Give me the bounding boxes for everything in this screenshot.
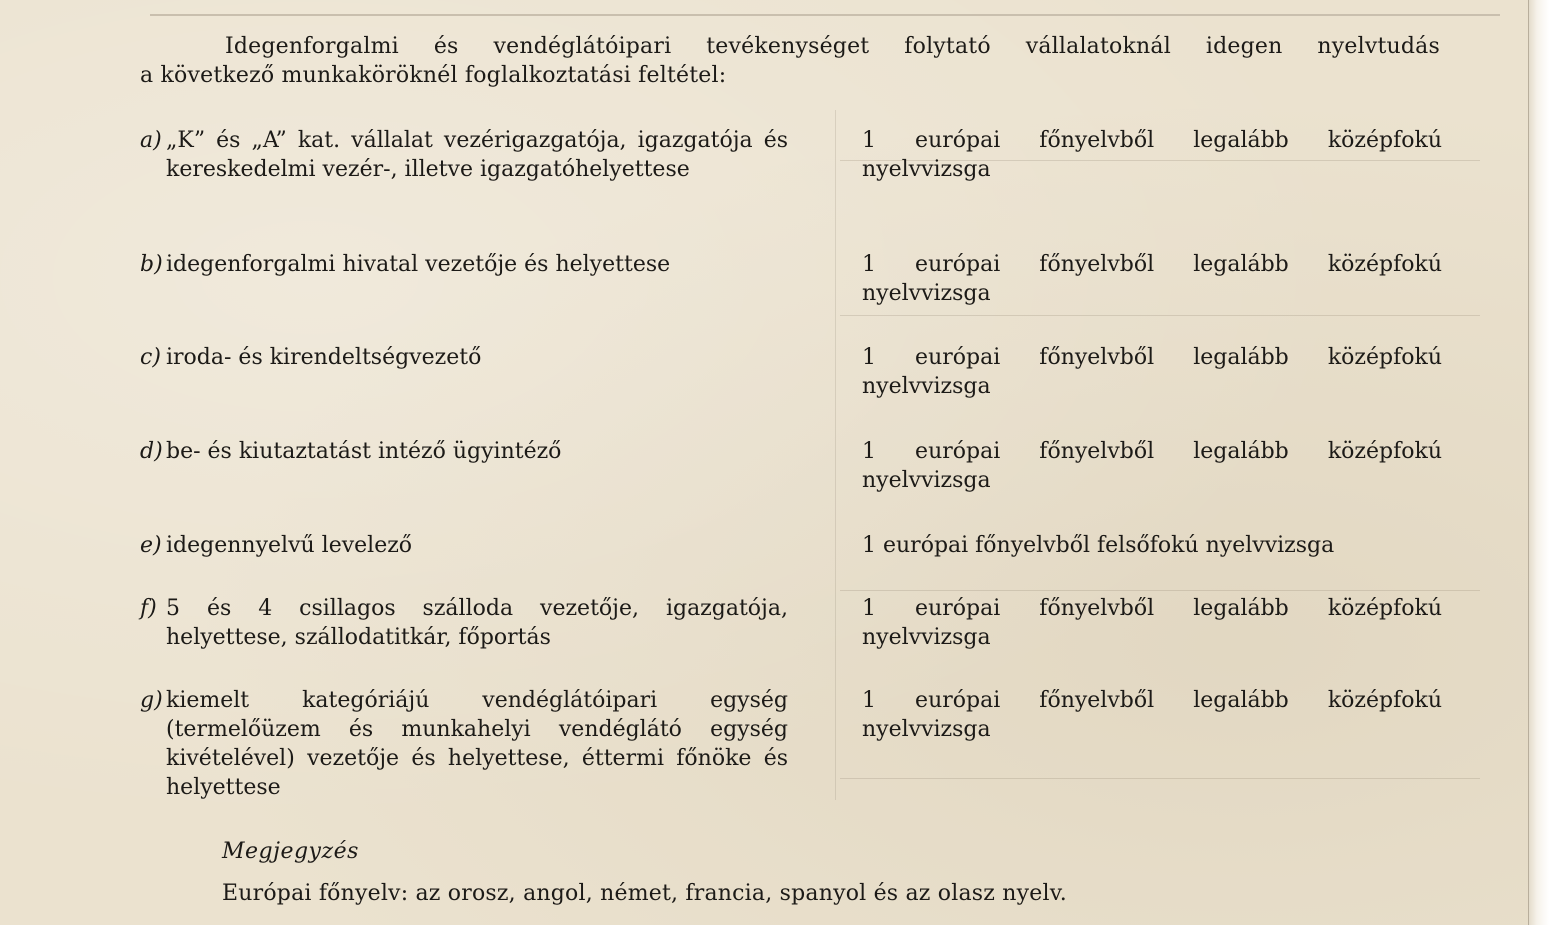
item-position: „K” és „A” kat. vállalat vezérigazgatója, igazgatója és kereskedelmi vezér-, illetve igazgatóhelyettese	[166, 128, 788, 182]
intro-paragraph	[140, 32, 1440, 90]
item-position: kiemelt kategóriájú vendéglátóipari egység (termelőüzem és munkahelyi vendéglátó egység kivételével) vezetője és helyettese, éttermi főnöke és helyettese	[166, 688, 788, 800]
requirement-line-2: nyelvvizsga	[862, 157, 991, 182]
item-marker: b)	[140, 252, 163, 277]
requirement-line-1: 1 európai főnyelvből legalább középfokú	[862, 439, 1442, 464]
requirement-line-2: nyelvvizsga	[862, 281, 991, 306]
item-position: idegenforgalmi hivatal vezetője és helyettese	[166, 252, 671, 277]
item-requirement	[862, 594, 1442, 652]
top-rule	[150, 14, 1500, 16]
requirement-line-1: 1 európai főnyelvből legalább középfokú	[862, 688, 1442, 713]
item-marker: a)	[140, 128, 162, 153]
item-requirement	[862, 686, 1442, 744]
item-requirement	[862, 437, 1442, 495]
intro-line-1: Idegenforgalmi és vendéglátóipari tevékenységet folytató vállalatoknál idegen nyelvtudás	[225, 34, 1440, 59]
item-marker: e)	[140, 533, 162, 558]
item-marker: d)	[140, 439, 163, 464]
item-requirement	[862, 126, 1442, 184]
requirement-line-2: nyelvvizsga	[862, 717, 991, 742]
bleed-through-line	[840, 778, 1480, 779]
page-edge	[1528, 0, 1549, 925]
item-marker: f)	[140, 596, 157, 621]
requirement-line-2: nyelvvizsga	[862, 625, 991, 650]
item-marker: c)	[140, 345, 161, 370]
note-title: Megjegyzés	[222, 839, 359, 864]
item-position: 5 és 4 csillagos szálloda vezetője, igazgatója, helyettese, szállodatitkár, főportás	[166, 596, 788, 650]
requirement-line-2: nyelvvizsga	[862, 468, 991, 493]
requirement-line-1: 1 európai főnyelvből legalább középfokú	[862, 252, 1442, 277]
note-text: Európai főnyelv: az orosz, angol, német, francia, spanyol és az olasz nyelv.	[222, 881, 1067, 906]
intro-line-2: a következő munkaköröknél foglalkoztatási feltétel:	[140, 63, 727, 88]
requirement-line-1: 1 európai főnyelvből legalább középfokú	[862, 345, 1442, 370]
item-requirement	[862, 531, 1442, 560]
item-requirement	[862, 343, 1442, 401]
requirement-line-1: 1 európai főnyelvből legalább középfokú	[862, 596, 1442, 621]
item-marker: g)	[140, 688, 163, 713]
requirement-line-1: 1 európai főnyelvből legalább középfokú	[862, 128, 1442, 153]
item-position: idegennyelvű levelező	[166, 533, 413, 558]
requirement-line-1: 1 európai főnyelvből felsőfokú nyelvvizsga	[862, 533, 1335, 558]
item-requirement	[862, 250, 1442, 308]
bleed-through-line	[840, 590, 1480, 591]
item-position: be- és kiutaztatást intéző ügyintéző	[166, 439, 562, 464]
item-position: iroda- és kirendeltségvezető	[166, 345, 482, 370]
bleed-through-line	[840, 315, 1480, 316]
column-divider	[835, 110, 836, 800]
requirement-line-2: nyelvvizsga	[862, 374, 991, 399]
